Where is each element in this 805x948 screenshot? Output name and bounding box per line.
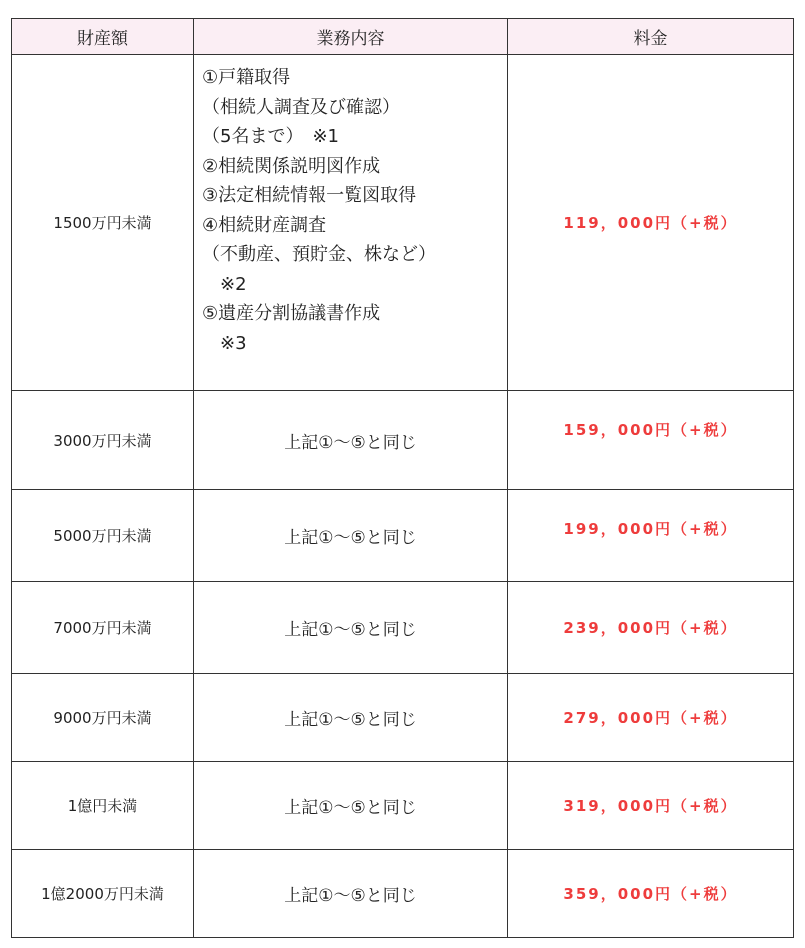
table-row: [12, 391, 794, 490]
service-content-cell: 上記①～⑤と同じ: [194, 850, 508, 938]
fee-cell: 319，000円（+税）: [508, 762, 794, 850]
header-asset-amount: 財産額: [12, 19, 194, 55]
fee-cell: 119，000円（+税）: [508, 55, 794, 391]
asset-amount-cell: 1500万円未満: [12, 55, 194, 391]
fee-cell: 239，000円（+税）: [508, 582, 794, 674]
service-content-cell: 上記①～⑤と同じ: [194, 391, 508, 490]
service-content-cell: 上記①～⑤と同じ: [194, 762, 508, 850]
service-item-note: ※2: [202, 273, 247, 295]
table-row: [12, 674, 794, 762]
fee-table: [11, 18, 794, 938]
asset-amount-cell: 7000万円未満: [12, 582, 194, 674]
service-item-line: （不動産、預貯金、株など）: [202, 244, 436, 265]
table-row: [12, 55, 794, 391]
asset-amount-cell: 9000万円未満: [12, 674, 194, 762]
service-item-line: ①戸籍取得: [202, 67, 291, 88]
service-content-cell: 上記①～⑤と同じ: [194, 490, 508, 582]
service-item-line: ④相続財産調査: [202, 214, 327, 236]
table-row: [12, 762, 794, 850]
table-row: [12, 850, 794, 938]
service-content-cell: 上記①～⑤と同じ: [194, 582, 508, 674]
header-fee: 料金: [508, 19, 794, 55]
table-row: [12, 582, 794, 674]
asset-amount-cell: 1億円未満: [12, 762, 194, 850]
asset-amount-cell: 1億2000万円未満: [12, 850, 194, 938]
service-item-line: ②相続関係説明図作成: [202, 155, 381, 177]
service-item-line: ③法定相続情報一覧図取得: [202, 185, 417, 206]
fee-cell: 159，000円（+税）: [508, 391, 794, 490]
header-row: [12, 19, 794, 55]
table-row: [12, 490, 794, 582]
service-item-line: （5名まで） ※1: [202, 126, 339, 147]
service-item-line: ⑤遺産分割協議書作成: [202, 303, 381, 324]
asset-amount-cell: 3000万円未満: [12, 391, 194, 490]
fee-cell: 279，000円（+税）: [508, 674, 794, 762]
fee-cell: 359，000円（+税）: [508, 850, 794, 938]
service-item-line: （相続人調査及び確認）: [202, 96, 400, 118]
service-content-cell: 上記①～⑤と同じ: [194, 674, 508, 762]
service-content-cell: [194, 55, 508, 391]
header-service-content: 業務内容: [194, 19, 508, 55]
asset-amount-cell: 5000万円未満: [12, 490, 194, 582]
fee-cell: 199，000円（+税）: [508, 490, 794, 582]
service-item-note: ※3: [202, 332, 247, 354]
